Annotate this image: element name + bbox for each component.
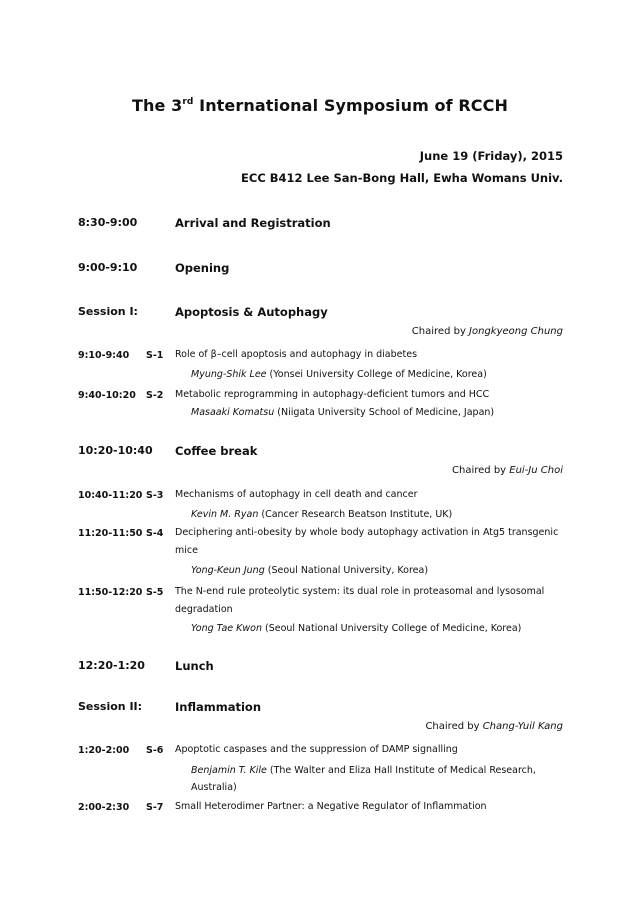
talk-code: S-1 [146, 350, 164, 361]
session2-chair-name: Chang-Yuil Kang [482, 721, 563, 732]
talk-speaker: Kevin M. Ryan (Cancer Research Beatson Institute, UK) [191, 509, 453, 520]
talk-code: S-3 [146, 490, 164, 501]
title-prefix: The 3 [132, 96, 183, 115]
talk-title: Role of β–cell apoptosis and autophagy in diabetes [175, 349, 418, 360]
talk-time: 2:00-2:30 [78, 802, 130, 813]
talk-speaker: Myung-Shik Lee (Yonsei University College of Medicine, Korea) [191, 369, 487, 380]
talk-time: 1:20-2:00 [78, 745, 130, 756]
talk-code: S-2 [146, 390, 164, 401]
talk-speaker: Yong-Keun Jung (Seoul National University, Korea) [191, 565, 429, 576]
talk-title: Mechanisms of autophagy in cell death and cancer [175, 489, 418, 500]
talk-title: Apoptotic caspases and the suppression of DAMP signalling [175, 744, 458, 755]
coffee-time: 10:20-10:40 [78, 444, 153, 457]
session1-chair: Chaired by Jongkyeong Chung [411, 326, 563, 337]
coffee-chair-name: Eui-Ju Choi [509, 465, 563, 476]
session1-label: Session I: [78, 305, 138, 318]
title-suffix: International Symposium of RCCH [193, 96, 508, 115]
arrival-time: 8:30-9:00 [78, 216, 138, 229]
event-date: June 19 (Friday), 2015 [419, 149, 563, 163]
page-title [0, 96, 640, 115]
talk-title: Metabolic reprogramming in autophagy-deficient tumors and HCC [175, 389, 490, 400]
talk-title: Deciphering anti-obesity by whole body autophagy activation in Atg5 transgenic mice [175, 527, 559, 556]
talk-time: 10:40-11:20 [78, 490, 143, 501]
event-venue: ECC B412 Lee San-Bong Hall, Ewha Womans Univ. [241, 171, 563, 185]
talk-speaker: Masaaki Komatsu (Niigata University School of Medicine, Japan) [191, 407, 495, 418]
talk-title: Small Heterodimer Partner: a Negative Regulator of Inflammation [175, 801, 487, 812]
talk-speaker: Benjamin T. Kile (The Walter and Eliza Hall Institute of Medical Research, Australia) [191, 765, 536, 793]
talk-time: 9:40-10:20 [78, 390, 136, 401]
talk-time: 11:50-12:20 [78, 587, 143, 598]
talk-title: The N-end rule proteolytic system: its dual role in proteasomal and lysosomal degradation [175, 586, 545, 615]
session1-title: Apoptosis & Autophagy [175, 305, 328, 319]
talk-speaker: Yong Tae Kwon (Seoul National University College of Medicine, Korea) [191, 623, 522, 634]
talk-time: 11:20-11:50 [78, 528, 143, 539]
arrival-title: Arrival and Registration [175, 216, 331, 230]
lunch-time: 12:20-1:20 [78, 659, 145, 672]
talk-code: S-7 [146, 802, 164, 813]
session2-chair: Chaired by Chang-Yuil Kang [425, 721, 563, 732]
session2-label: Session II: [78, 700, 143, 713]
coffee-chair: Chaired by Eui-Ju Choi [452, 465, 563, 476]
coffee-title: Coffee break [175, 444, 258, 458]
talk-code: S-5 [146, 587, 164, 598]
talk-code: S-6 [146, 745, 164, 756]
session2-title: Inflammation [175, 700, 262, 714]
talk-time: 9:10-9:40 [78, 350, 130, 361]
opening-time: 9:00-9:10 [78, 261, 138, 274]
title-superscript: rd [182, 97, 194, 107]
session1-chair-name: Jongkyeong Chung [469, 326, 563, 337]
lunch-title: Lunch [175, 659, 214, 673]
opening-title: Opening [175, 261, 230, 275]
talk-code: S-4 [146, 528, 164, 539]
